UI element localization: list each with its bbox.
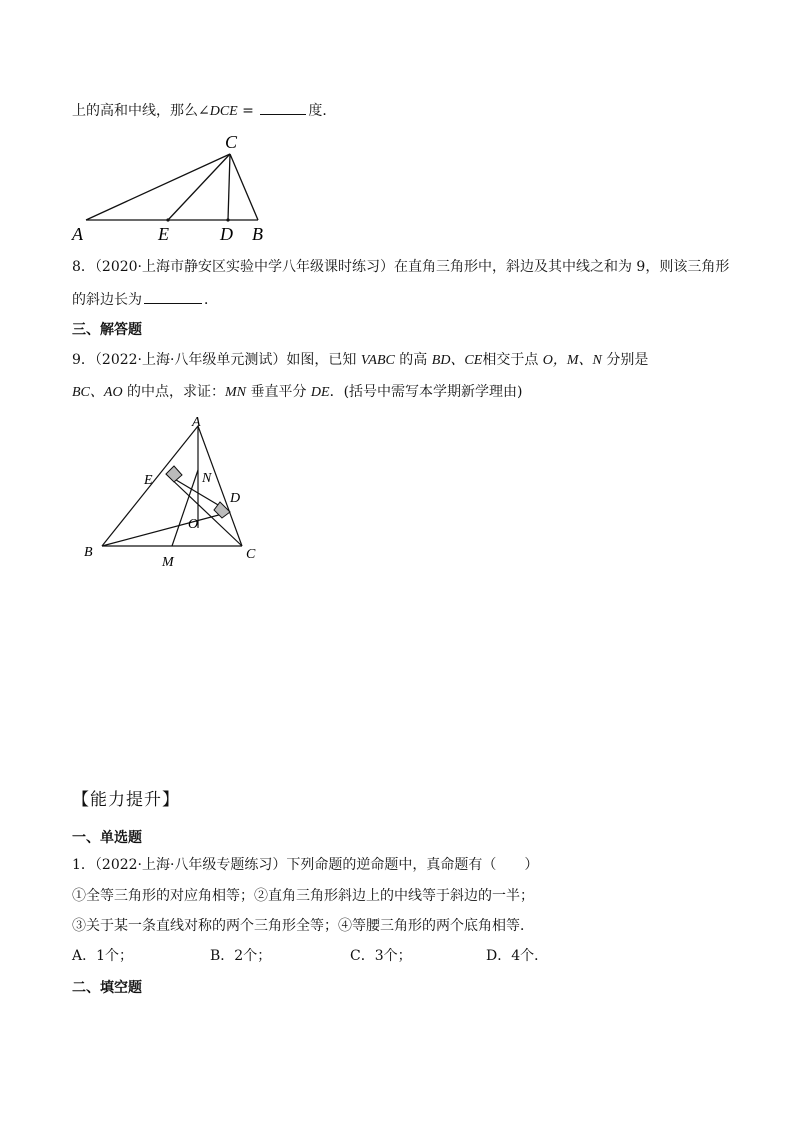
ability-title: 【能力提升】	[72, 790, 180, 810]
q8-line2	[72, 289, 218, 310]
q9-l2-b: 垂直平分	[246, 384, 311, 400]
label-c: C	[246, 547, 256, 562]
q9-l1-b: 的高	[394, 352, 432, 368]
q9-points: O，M、N	[542, 353, 602, 368]
q1-line2: ①全等三角形的对应角相等；②直角三角形斜边上的中线等于斜边的一半；	[72, 888, 534, 904]
q7-tail-text: 上的高和中线，那么	[72, 103, 198, 119]
segment-cd	[228, 154, 230, 220]
q1-option-b[interactable]: B．2个；	[210, 948, 272, 964]
q9-l1-c: 相交于点	[482, 352, 543, 368]
segment-mn	[172, 470, 198, 546]
segment-ac	[198, 426, 242, 546]
label-d: D	[220, 224, 233, 244]
q9-line2	[72, 382, 523, 403]
q9-l1-d: 分别是	[601, 352, 649, 368]
q9-mn: MN	[225, 385, 247, 400]
q9-triangle-abc: VABC	[360, 353, 395, 368]
q8-answer-blank[interactable]	[144, 289, 202, 304]
label-c: C	[225, 132, 238, 152]
label-a: A	[192, 415, 201, 430]
q9-de: DE	[310, 385, 330, 400]
label-d: D	[230, 491, 241, 506]
q7-angle: ∠DCE	[198, 104, 238, 119]
q1-line3: ③关于某一条直线对称的两个三角形全等；④等腰三角形的两个底角相等．	[72, 918, 534, 934]
right-angle-mark-e	[166, 466, 182, 482]
label-a: A	[72, 224, 83, 244]
q1-option-a[interactable]: A．1个；	[72, 948, 134, 964]
q9-segments-bd-ce: BD、CE	[431, 353, 483, 368]
q7-answer-blank[interactable]	[260, 100, 306, 115]
q1-option-d[interactable]: D．4个．	[486, 948, 549, 964]
figure-triangle-abc	[78, 410, 278, 575]
q9-l2-a: 的中点，求证：	[122, 384, 226, 400]
label-e: E	[158, 224, 169, 244]
segment-ac	[86, 154, 230, 220]
q8-line2-pre: 的斜边长为	[72, 292, 142, 308]
label-b: B	[84, 545, 93, 560]
section-2-title: 二、填空题	[72, 980, 142, 996]
q9-l1-a: 9．（2022·上海·八年级单元测试）如图，已知	[72, 352, 361, 368]
label-b: B	[252, 224, 263, 244]
segment-ce	[168, 154, 230, 220]
point-d	[226, 218, 229, 221]
q8-line2-post: ．	[204, 292, 218, 308]
label-e: E	[144, 473, 153, 488]
q8-line1: 8．（2020·上海市静安区实验中学八年级课时练习）在直角三角形中，斜边及其中线之和为 9，则该三角形	[72, 259, 730, 275]
segment-cb	[230, 154, 258, 220]
q1-option-c[interactable]: C．3个；	[350, 948, 412, 964]
q9-l2-c: ．(括号中需写本学期新学理由)	[329, 384, 523, 400]
q7-unit: 度．	[308, 103, 337, 119]
q7-tail-line	[72, 100, 336, 122]
q9-segments-bc-ao: BC、AO	[72, 385, 123, 400]
q9-line1	[72, 350, 648, 371]
section-3-title: 三、解答题	[72, 322, 142, 338]
label-m: M	[162, 555, 174, 570]
label-o: O	[188, 517, 199, 532]
q1-options	[72, 946, 722, 966]
q1-stem: 1．（2022·上海·八年级专题练习）下列命题的逆命题中，真命题有（ ）	[72, 857, 539, 873]
figure-triangle-ace	[60, 128, 290, 248]
q7-equals: =	[237, 103, 259, 119]
section-1-title: 一、单选题	[72, 830, 142, 846]
point-e	[166, 218, 169, 221]
label-n: N	[202, 471, 212, 486]
